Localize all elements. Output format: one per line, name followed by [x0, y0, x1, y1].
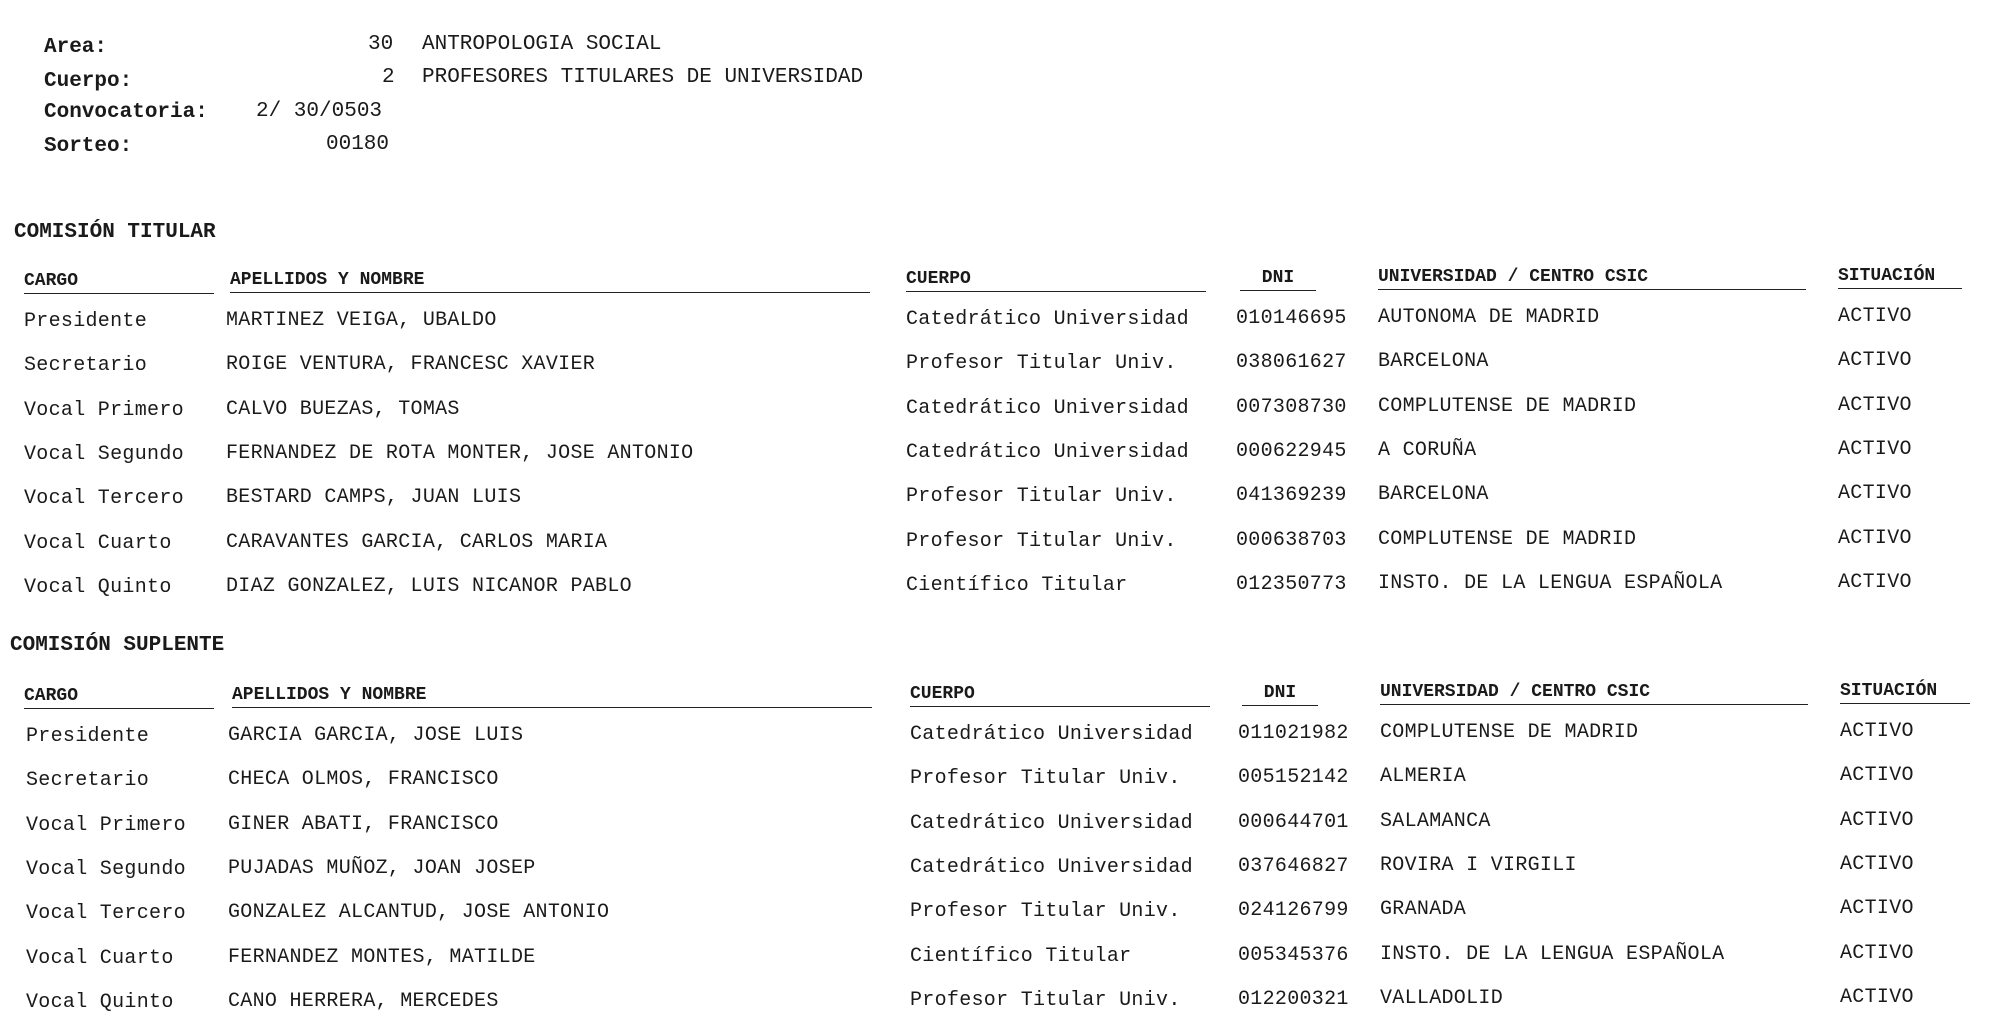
cell-nombre: FERNANDEZ DE ROTA MONTER, JOSE ANTONIO — [226, 441, 694, 465]
cell-cargo: Vocal Segundo — [26, 857, 186, 881]
cell-situacion: ACTIVO — [1838, 437, 1912, 461]
section-title-suplente: COMISIÓN SUPLENTE — [10, 634, 225, 657]
cell-cuerpo: Catedrático Universidad — [910, 855, 1193, 879]
col-header-cargo: CARGO — [24, 271, 214, 294]
cell-dni: 041369239 — [1236, 484, 1347, 508]
cell-universidad: A CORUÑA — [1378, 438, 1477, 462]
cell-dni: 024126799 — [1238, 899, 1349, 923]
cell-nombre: ROIGE VENTURA, FRANCESC XAVIER — [226, 353, 596, 377]
cell-situacion: ACTIVO — [1838, 349, 1912, 373]
cell-nombre: CALVO BUEZAS, TOMAS — [226, 397, 460, 421]
cell-cuerpo: Científico Titular — [906, 573, 1128, 597]
col-header-universidad: UNIVERSIDAD / CENTRO CSIC — [1378, 267, 1806, 290]
cell-cargo: Vocal Quinto — [24, 575, 172, 599]
cell-universidad: BARCELONA — [1378, 350, 1489, 374]
cell-dni: 000644701 — [1238, 810, 1349, 834]
cell-universidad: BARCELONA — [1378, 483, 1489, 507]
cell-cargo: Vocal Tercero — [26, 902, 186, 926]
cell-nombre: CANO HERRERA, MERCEDES — [228, 989, 499, 1013]
cell-nombre: CHECA OLMOS, FRANCISCO — [228, 768, 499, 792]
cell-universidad: VALLADOLID — [1380, 986, 1504, 1010]
cell-cuerpo: Profesor Titular Univ. — [906, 485, 1177, 509]
cell-cargo: Vocal Primero — [24, 398, 184, 422]
cell-cuerpo: Profesor Titular Univ. — [910, 988, 1181, 1012]
cell-situacion: ACTIVO — [1838, 305, 1912, 328]
cell-dni: 012350773 — [1236, 572, 1347, 596]
cell-nombre: DIAZ GONZALEZ, LUIS NICANOR PABLO — [226, 574, 632, 598]
cell-nombre: GONZALEZ ALCANTUD, JOSE ANTONIO — [228, 901, 610, 925]
convocatoria-value: 2/ 30/0503 — [256, 100, 383, 123]
cell-universidad: AUTONOMA DE MADRID — [1378, 306, 1600, 329]
cell-dni: 005152142 — [1238, 766, 1349, 790]
cell-cargo: Vocal Tercero — [24, 487, 184, 511]
cell-dni: 012200321 — [1238, 987, 1349, 1011]
cell-situacion: ACTIVO — [1840, 941, 1914, 965]
col-header-universidad: UNIVERSIDAD / CENTRO CSIC — [1380, 682, 1808, 705]
cell-nombre: MARTINEZ VEIGA, UBALDO — [226, 309, 497, 332]
col-header-situacion: SITUACIÓN — [1838, 266, 1962, 289]
cell-situacion: ACTIVO — [1840, 808, 1914, 832]
cell-situacion: ACTIVO — [1838, 393, 1912, 417]
cell-situacion: ACTIVO — [1838, 482, 1912, 506]
cell-universidad: ALMERIA — [1380, 765, 1467, 789]
col-header-nombre: APELLIDOS Y NOMBRE — [230, 270, 870, 293]
cell-nombre: CARAVANTES GARCIA, CARLOS MARIA — [226, 530, 608, 554]
cell-dni: 000638703 — [1236, 528, 1347, 552]
col-header-situacion: SITUACIÓN — [1840, 681, 1970, 704]
cell-dni: 005345376 — [1238, 943, 1349, 967]
cell-situacion: ACTIVO — [1838, 570, 1912, 594]
cell-nombre: FERNANDEZ MONTES, MATILDE — [228, 945, 536, 969]
cell-situacion: ACTIVO — [1840, 897, 1914, 921]
cell-cargo: Presidente — [26, 725, 150, 748]
area-code: 30 — [368, 33, 394, 56]
cell-cargo: Vocal Cuarto — [24, 531, 172, 555]
col-header-cargo: CARGO — [24, 686, 214, 709]
cell-cuerpo: Profesor Titular Univ. — [910, 767, 1181, 791]
convocatoria-label: Convocatoria: — [44, 101, 208, 124]
cell-universidad: ROVIRA I VIRGILI — [1380, 853, 1577, 877]
cell-universidad: GRANADA — [1380, 898, 1467, 922]
cell-cargo: Vocal Cuarto — [26, 946, 174, 970]
cuerpo-code: 2 — [382, 66, 395, 89]
cell-dni: 037646827 — [1238, 854, 1349, 878]
cell-cuerpo: Catedrático Universidad — [910, 811, 1193, 835]
col-header-cuerpo: CUERPO — [910, 684, 1210, 707]
cell-cargo: Presidente — [24, 310, 148, 333]
cell-nombre: GINER ABATI, FRANCISCO — [228, 812, 499, 836]
cell-dni: 010146695 — [1236, 307, 1347, 330]
col-header-dni: DNI — [1240, 268, 1316, 291]
cell-cuerpo: Catedrático Universidad — [906, 396, 1189, 420]
cell-cuerpo: Catedrático Universidad — [906, 308, 1189, 331]
sorteo-value: 00180 — [326, 133, 390, 156]
cell-cuerpo: Catedrático Universidad — [910, 723, 1193, 746]
cell-situacion: ACTIVO — [1840, 852, 1914, 876]
cell-dni: 038061627 — [1236, 351, 1347, 375]
cell-universidad: COMPLUTENSE DE MADRID — [1378, 527, 1637, 551]
cell-cargo: Secretario — [24, 354, 148, 378]
cell-cuerpo: Catedrático Universidad — [906, 440, 1189, 464]
sorteo-label: Sorteo: — [44, 135, 133, 158]
cell-universidad: COMPLUTENSE DE MADRID — [1380, 721, 1639, 744]
col-header-nombre: APELLIDOS Y NOMBRE — [232, 685, 872, 708]
cell-nombre: BESTARD CAMPS, JUAN LUIS — [226, 486, 522, 510]
cell-cuerpo: Profesor Titular Univ. — [906, 352, 1177, 376]
col-header-cuerpo: CUERPO — [906, 269, 1206, 292]
cell-universidad: INSTO. DE LA LENGUA ESPAÑOLA — [1378, 571, 1723, 595]
cell-situacion: ACTIVO — [1838, 526, 1912, 550]
area-name: ANTROPOLOGIA SOCIAL — [422, 33, 662, 56]
cuerpo-name: PROFESORES TITULARES DE UNIVERSIDAD — [422, 66, 864, 89]
cell-universidad: INSTO. DE LA LENGUA ESPAÑOLA — [1380, 942, 1725, 966]
cell-nombre: GARCIA GARCIA, JOSE LUIS — [228, 724, 524, 747]
area-label: Area: — [44, 36, 108, 59]
cell-cargo: Vocal Quinto — [26, 990, 174, 1014]
cell-cuerpo: Profesor Titular Univ. — [910, 900, 1181, 924]
col-header-dni: DNI — [1242, 683, 1318, 706]
cell-situacion: ACTIVO — [1840, 764, 1914, 788]
cell-cargo: Vocal Segundo — [24, 442, 184, 466]
cell-universidad: COMPLUTENSE DE MADRID — [1378, 394, 1637, 418]
cell-situacion: ACTIVO — [1840, 720, 1914, 743]
cell-dni: 007308730 — [1236, 395, 1347, 419]
cell-nombre: PUJADAS MUÑOZ, JOAN JOSEP — [228, 856, 536, 880]
cuerpo-label: Cuerpo: — [44, 70, 133, 93]
cell-cuerpo: Profesor Titular Univ. — [906, 529, 1177, 553]
cell-cuerpo: Científico Titular — [910, 944, 1132, 968]
cell-cargo: Vocal Primero — [26, 813, 186, 837]
section-title-titular: COMISIÓN TITULAR — [14, 221, 216, 244]
cell-situacion: ACTIVO — [1840, 985, 1914, 1009]
cell-universidad: SALAMANCA — [1380, 809, 1491, 833]
cell-dni: 011021982 — [1238, 722, 1349, 745]
cell-cargo: Secretario — [26, 769, 150, 793]
cell-dni: 000622945 — [1236, 439, 1347, 463]
